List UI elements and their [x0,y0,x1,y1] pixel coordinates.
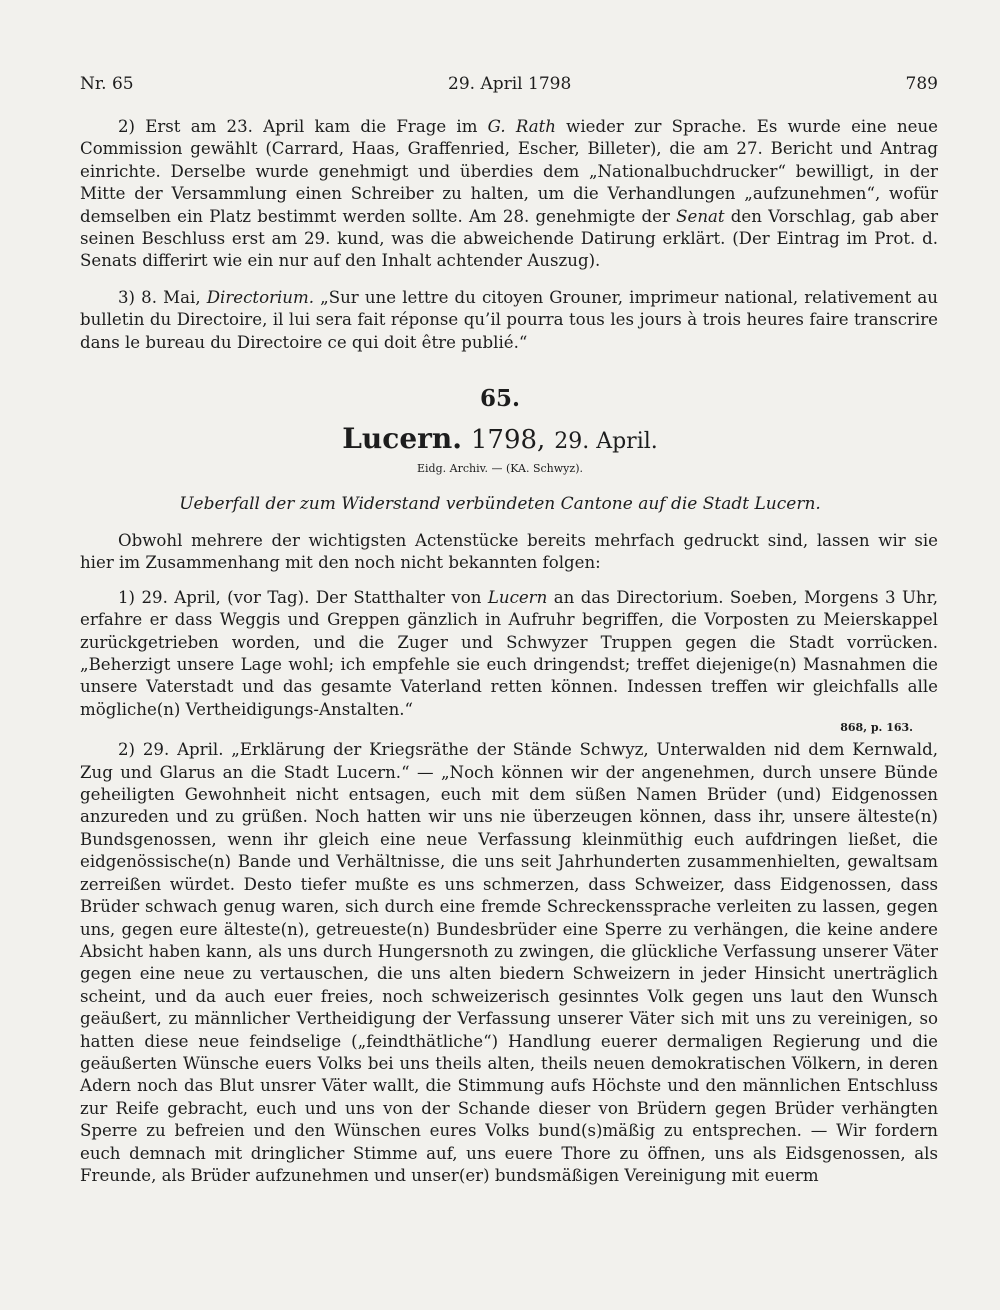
footnote-2-gr: G. Rath [487,117,556,136]
title-date: 29. April. [554,429,658,454]
footnote-2 [80,116,938,273]
footnote-2-text-b: wieder zur Sprache. Es wurde eine neue Commission gewählt (Carrard, Haas, Graffenried, Escher, Billeter), die am 27. Bericht und Antrag einrichte. Derselbe wurde genehmigt und überdies dem „Nationalbuchdrucker“ bewilligt, in der Mitte der Versammlung einen Schreiber zu halten, um die Verhandlungen „aufzunehmen“, wofür demselben ein Platz bestimmt werden sollte. Am 28. genehmigte der [80,117,938,226]
document-title [0,422,1000,459]
header-number: Nr. 65 [80,74,134,94]
document-body [80,530,938,1187]
item-1-text-b: an das Directorium. Soeben, Morgens 3 Uhr, erfahre er dass Weggis und Greppen gänzlich in Aufruhr begriffen, die Vorposten zu Meierskappel zurückgetrieben worden, und die Zuger und Schwyzer Truppen gegen die Stadt vorrücken. „Beherzigt unsere Lage wohl; ich empfehle sie euch dringendst; treffet diejenige(n) Masnahmen die unsere Vaterstadt und das gesamte Vaterland retten können. Indessen treffen wir gleichfalls alle mögliche(n) Vertheidigungs-Anstalten.“ [80,587,938,719]
item-1-reference: 868, p. 163. [840,721,913,735]
footnote-2-senat: Senat [676,206,725,226]
item-1-text-a: 1) 29. April, (vor Tag). Der Statthalter von [118,587,488,607]
page-number: 789 [905,74,938,94]
footnote-2-text-a: 2) Erst am 23. April kam die Frage im [118,117,488,136]
document-source: Eidg. Archiv. — (KA. Schwyz). [417,462,583,475]
item-1-lucern: Lucern [487,587,548,607]
footnotes-block [80,116,938,354]
running-header [80,74,938,100]
footnote-3-directorium: Directorium. [206,287,315,307]
footnote-3-text-b: „Sur une lettre du citoyen Grouner, imprimeur national, relativement au bulletin du Directoire, il lui sera fait réponse qu’il pourra tous les jours à trois heures faire transcrire dans le bureau du Directoire ce qui doit être publié.“ [80,287,938,352]
item-2: 2) 29. April. „Erklärung der Kriegsräthe der Stände Schwyz, Unterwalden nid dem Kernwald, Zug und Glarus an die Stadt Lucern.“ — „Noch können wir der angenehmen, durch unsere Bünde geheiligten Gewohnheit nicht entsagen, euch mit dem süßen Namen Brüder (und) Eidgenossen anzureden und zu grüßen. Noch hatten wir uns nie überzeugen können, dass ihr, unsere älteste(n) Bundsgenossen, wenn ihr gleich eine neue Verfassung kleinmüthig euch aufdringen ließet, die eidgenössische(n) Bande und Verhältnisse, die uns seit Jahrhunderten zusammenhielten, gewaltsam zerreißen würdet. Desto tiefer mußte es uns schmerzen, dass Schweizer, dass Eidgenossen, dass Brüder schwach genug waren, sich durch eine fremde Schreckenssprache verleiten zu lassen, gegen uns, gegen eure älteste(n), getreueste(n) Bundesbrüder eine Sperre zu verhängen, die keine andere Absicht haben kann, als uns durch Hungersnoth zu zwingen, die glückliche Verfassung unserer Väter gegen eine neue zu vertauschen, die uns alten biedern Schweizern in jeder Hinsicht unerträglich scheint, und da auch euer freies, noch schweizerisch gesinntes Volk gegen uns laut den Wunsch geäußert, zu männlicher Vertheidigung der Verfassung unserer Väter sich mit uns zu vereinigen, so hatten diese neue feindselige („feindthätliche“) Handlung euerer dermaligen Regierung und die geäußerten Wünsche euers Volks bei uns theils alten, theils neuen demokratischen Völkern, in deren Adern noch das Blut unsrer Väter wallt, die Stimmung aufs Höchste und den männlichen Entschluss zur Reife gebracht, euch und uns von der Schande dieser von Brüdern gegen Brüder verhängten Sperre zu befreien und den Wünschen eures Volks bund(s)mäßig zu entsprechen. — Wir fordern euch demnach mit dringlicher Stimme auf, uns euere Thore zu öffnen, uns als Eidsgenossen, als Freunde, als Brüder aufzunehmen und unser(er) bundsmäßigen Vereinigung mit euerm [80,740,938,1185]
title-place: Lucern. [342,422,462,455]
document-number: 65. [479,385,520,412]
title-year: 1798, [470,425,546,455]
header-date: 29. April 1798 [448,74,572,94]
footnote-3 [80,287,938,354]
item-1 [80,587,938,721]
intro-paragraph: Obwohl mehrere der wichtigsten Actenstücke bereits mehrfach gedruckt sind, lassen wir sie hier im Zusammenhang mit den noch nicht bekannten folgen: [80,531,938,573]
footnote-3-text-a: 3) 8. Mai, [118,287,207,307]
document-subtitle: Ueberfall der zum Widerstand verbündeten Cantone auf die Stadt Lucern. [179,494,821,514]
footnote-2-text-c: den Vorschlag, gab aber seinen Beschluss erst am 29. kund, was die abweichende Datirung erklärt. (Der Eintrag im Prot. d. Senats differirt wie ein nur auf den Inhalt achtender Auszug). [80,206,938,271]
